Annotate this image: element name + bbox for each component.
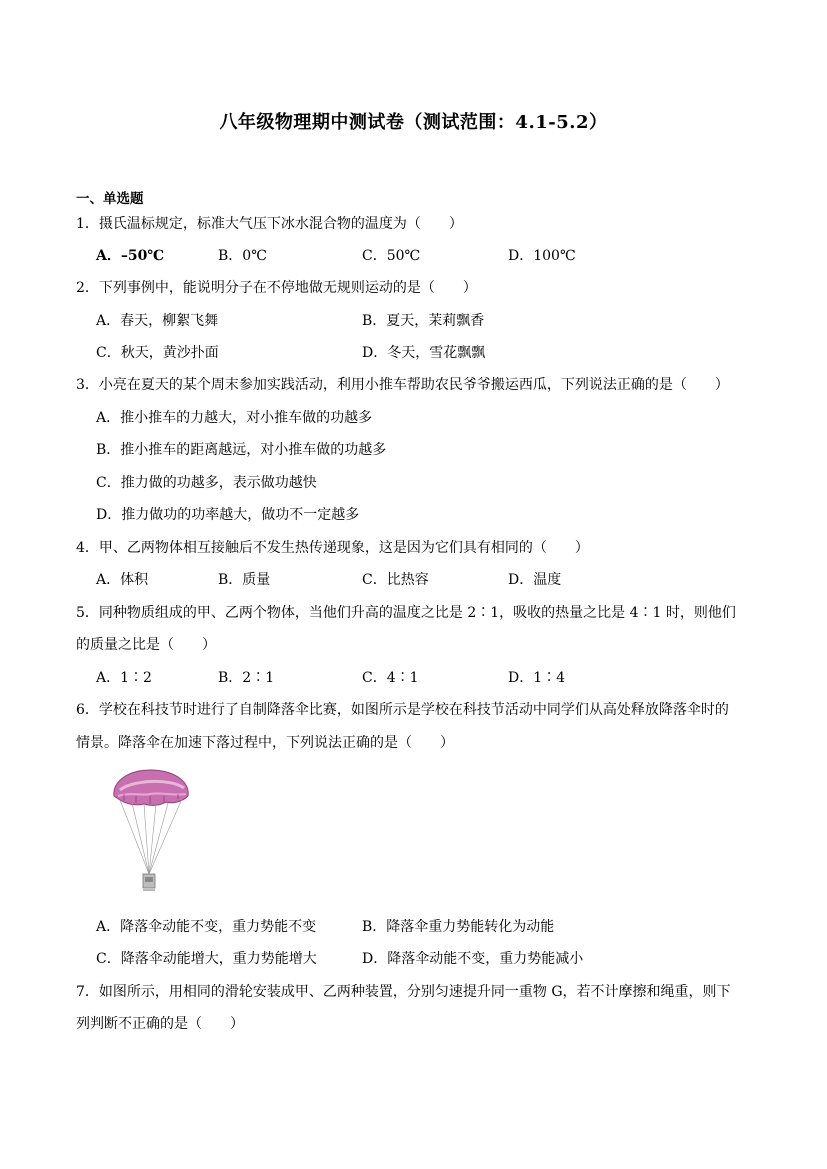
question-2-option-d: D．冬天，雪花飘飘 [362, 345, 486, 361]
question-1-stem: 1．摄氏温标规定，标准大气压下冰水混合物的温度为（ ） [76, 216, 463, 232]
question-5-stem-line-2: 的质量之比是（ ） [76, 637, 216, 653]
question-5-option-a: A．1∶2 [96, 670, 152, 686]
parachute-figure [110, 766, 192, 902]
question-3-option-c: C．推力做的功越多，表示做功越快 [96, 475, 317, 491]
question-5-option-d: D．1∶4 [508, 670, 566, 686]
question-1-option-a: A．–50℃ [96, 248, 165, 264]
question-3-stem: 3．小亮在夏天的某个周末参加实践活动，利用小推车帮助农民爷爷搬运西瓜，下列说法正确的是（ ） [76, 377, 729, 393]
question-5-option-b: B．2∶1 [218, 670, 275, 686]
question-3-option-a: A．推小推车的力越大，对小推车做的功越多 [96, 410, 373, 426]
question-3-option-d: D．推力做功的功率越大，做功不一定越多 [96, 507, 360, 523]
question-4-option-c: C．比热容 [362, 572, 429, 588]
question-6-option-b: B．降落伞重力势能转化为动能 [362, 919, 555, 935]
question-7-stem-line-2: 列判断不正确的是（ ） [76, 1016, 244, 1032]
question-3-option-b: B．推小推车的距离越远，对小推车做的功越多 [96, 442, 387, 458]
question-5-option-c: C．4∶1 [362, 670, 419, 686]
section-heading: 一、单选题 [76, 191, 144, 207]
question-4-option-a: A．体积 [96, 572, 149, 588]
question-2-option-b: B．夏天，茉莉飘香 [362, 313, 485, 329]
question-7-stem-line-1: 7．如图所示，用相同的滑轮安装成甲、乙两种装置，分别匀速提升同一重物 G，若不计摩擦和绳重，则下 [76, 984, 731, 1000]
question-2-option-c: C．秋天，黄沙扑面 [96, 345, 219, 361]
question-6-option-c: C．降落伞动能增大，重力势能增大 [96, 951, 317, 967]
question-2-stem: 2．下列事例中，能说明分子在不停地做无规则运动的是（ ） [76, 280, 477, 296]
question-6-option-d: D．降落伞动能不变，重力势能减小 [362, 951, 584, 967]
question-6-stem-line-2: 情景。降落伞在加速下落过程中，下列说法正确的是（ ） [76, 735, 454, 751]
question-4-option-b: B．质量 [218, 572, 271, 588]
question-4-stem: 4．甲、乙两物体相互接触后不发生热传递现象，这是因为它们具有相同的（ ） [76, 540, 589, 556]
question-6-stem-line-1: 6．学校在科技节时进行了自制降落伞比赛，如图所示是学校在科技节活动中同学们从高处释放降落伞时的 [76, 702, 729, 718]
page-title: 八年级物理期中测试卷（测试范围：4.1-5.2） [219, 112, 608, 133]
question-1-option-d: D．100℃ [508, 248, 576, 264]
parachute-icon [110, 766, 192, 902]
question-5-stem-line-1: 5．同种物质组成的甲、乙两个物体，当他们升高的温度之比是 2∶1，吸收的热量之比是 4∶1 时，则他们 [76, 605, 736, 621]
question-2-option-a: A．春天，柳絮飞舞 [96, 313, 219, 329]
question-1-option-b: B．0℃ [218, 248, 267, 264]
question-1-option-c: C．50℃ [362, 248, 421, 264]
question-6-option-a: A．降落伞动能不变，重力势能不变 [96, 919, 317, 935]
question-4-option-d: D．温度 [508, 572, 562, 588]
